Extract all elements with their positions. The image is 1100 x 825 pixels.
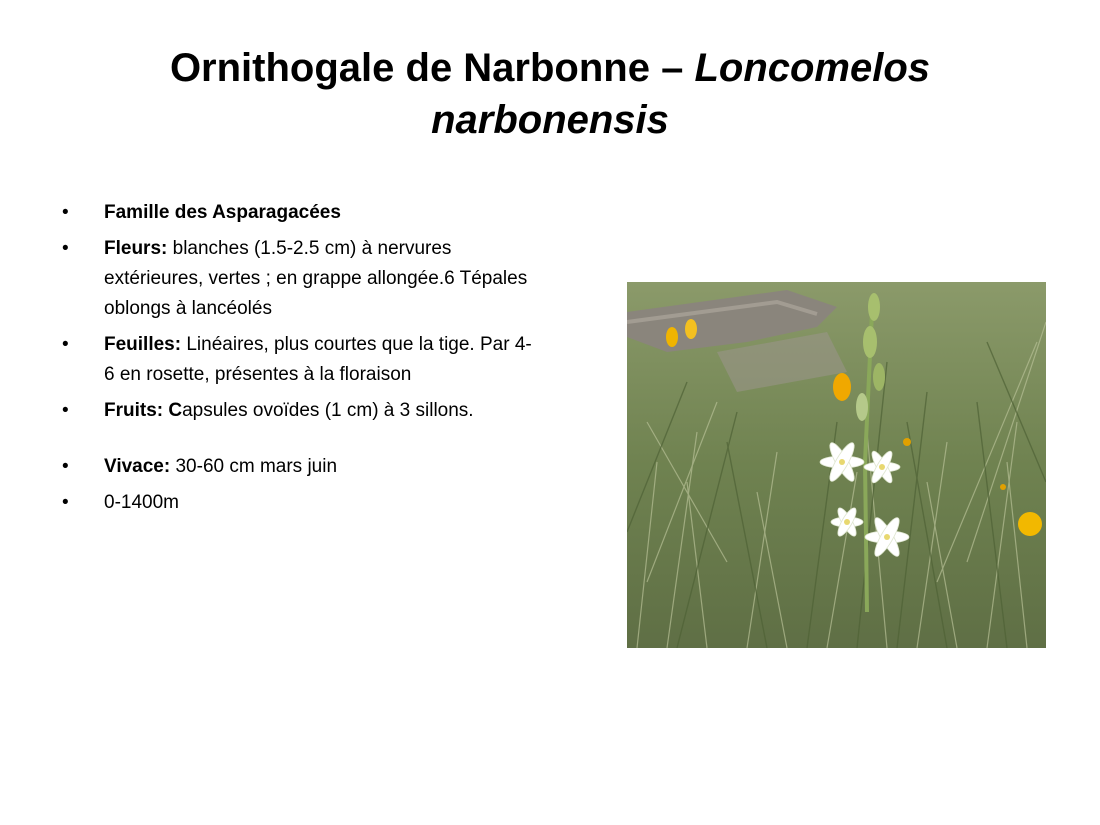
bullet-item-fruits: • Fruits: Capsules ovoïdes (1 cm) à 3 sillons. xyxy=(62,400,474,421)
flower-photo xyxy=(627,282,1046,648)
title-latin: Loncomelos narbonensis xyxy=(431,46,931,142)
bullet-item-famille: • Famille des Asparagacées xyxy=(62,202,341,223)
bullet-item-feuilles: • Feuilles: Linéaires, plus courtes que la tige. Par 4-6 en rosette, présentes à la floraison xyxy=(62,334,532,385)
bullet-item-fleurs: • Fleurs: blanches (1.5-2.5 cm) à nervures extérieures, vertes ; en grappe allongée.6 Tépales oblongs à lancéolés xyxy=(62,238,528,319)
bullet-item-altitude: • 0-1400m xyxy=(62,492,179,513)
bullet-item-vivace: • Vivace: 30-60 cm mars juin xyxy=(62,456,338,477)
title-main: Ornithogale de Narbonne – xyxy=(169,46,695,90)
flower-photo-image xyxy=(627,282,1046,648)
slide-title xyxy=(60,42,1040,146)
bullet-list xyxy=(60,198,540,524)
